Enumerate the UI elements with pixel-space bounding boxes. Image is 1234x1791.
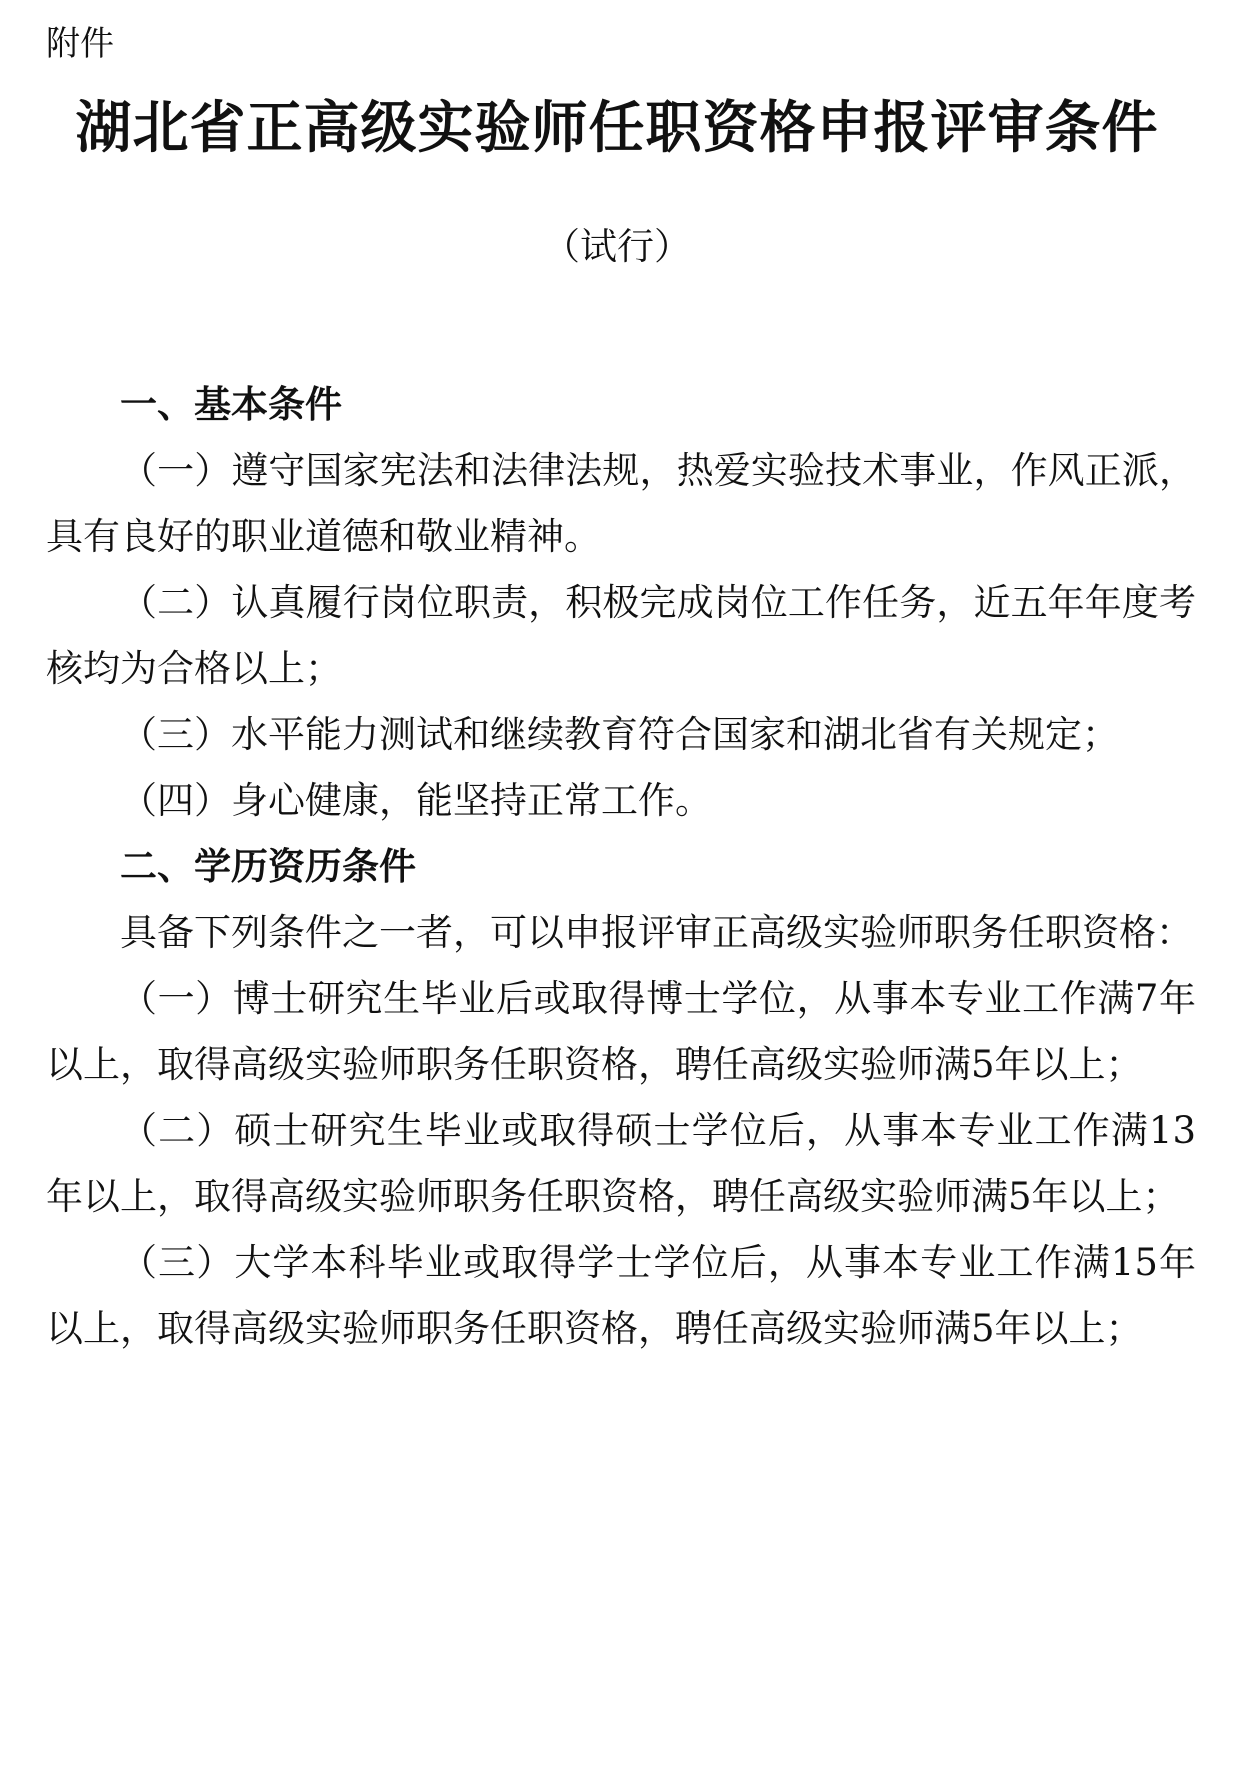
education-condition-item-3: （三）大学本科毕业或取得学士学位后，从事本专业工作满15年以上，取得高级实验师职务任职资格，聘任高级实验师满5年以上； xyxy=(46,1241,1196,1350)
document-body xyxy=(46,372,1196,1362)
basic-condition-item-3: （三）水平能力测试和继续教育符合国家和湖北省有关规定； xyxy=(120,713,1119,756)
education-intro: 具备下列条件之一者，可以申报评审正高级实验师职务任职资格： xyxy=(120,911,1193,954)
basic-condition-item-4: （四）身心健康，能坚持正常工作。 xyxy=(120,779,712,822)
document-title: 湖北省正高级实验师任职资格申报评审条件 xyxy=(75,96,1159,161)
section-heading-education-conditions: 二、学历资历条件 xyxy=(120,845,416,888)
document-subtitle: （试行） xyxy=(543,225,691,268)
basic-condition-item-2: （二）认真履行岗位职责，积极完成岗位工作任务，近五年年度考核均为合格以上； xyxy=(46,581,1196,690)
basic-condition-item-1: （一）遵守国家宪法和法律法规，热爱实验技术事业，作风正派，具有良好的职业道德和敬业精神。 xyxy=(46,449,1196,558)
education-condition-item-1: （一）博士研究生毕业后或取得博士学位，从事本专业工作满7年以上，取得高级实验师职务任职资格，聘任高级实验师满5年以上； xyxy=(46,977,1196,1086)
attachment-label: 附件 xyxy=(46,24,114,64)
education-condition-item-2: （二）硕士研究生毕业或取得硕士学位后，从事本专业工作满13年以上，取得高级实验师职务任职资格，聘任高级实验师满5年以上； xyxy=(46,1109,1196,1218)
section-heading-basic-conditions: 一、基本条件 xyxy=(120,383,342,426)
